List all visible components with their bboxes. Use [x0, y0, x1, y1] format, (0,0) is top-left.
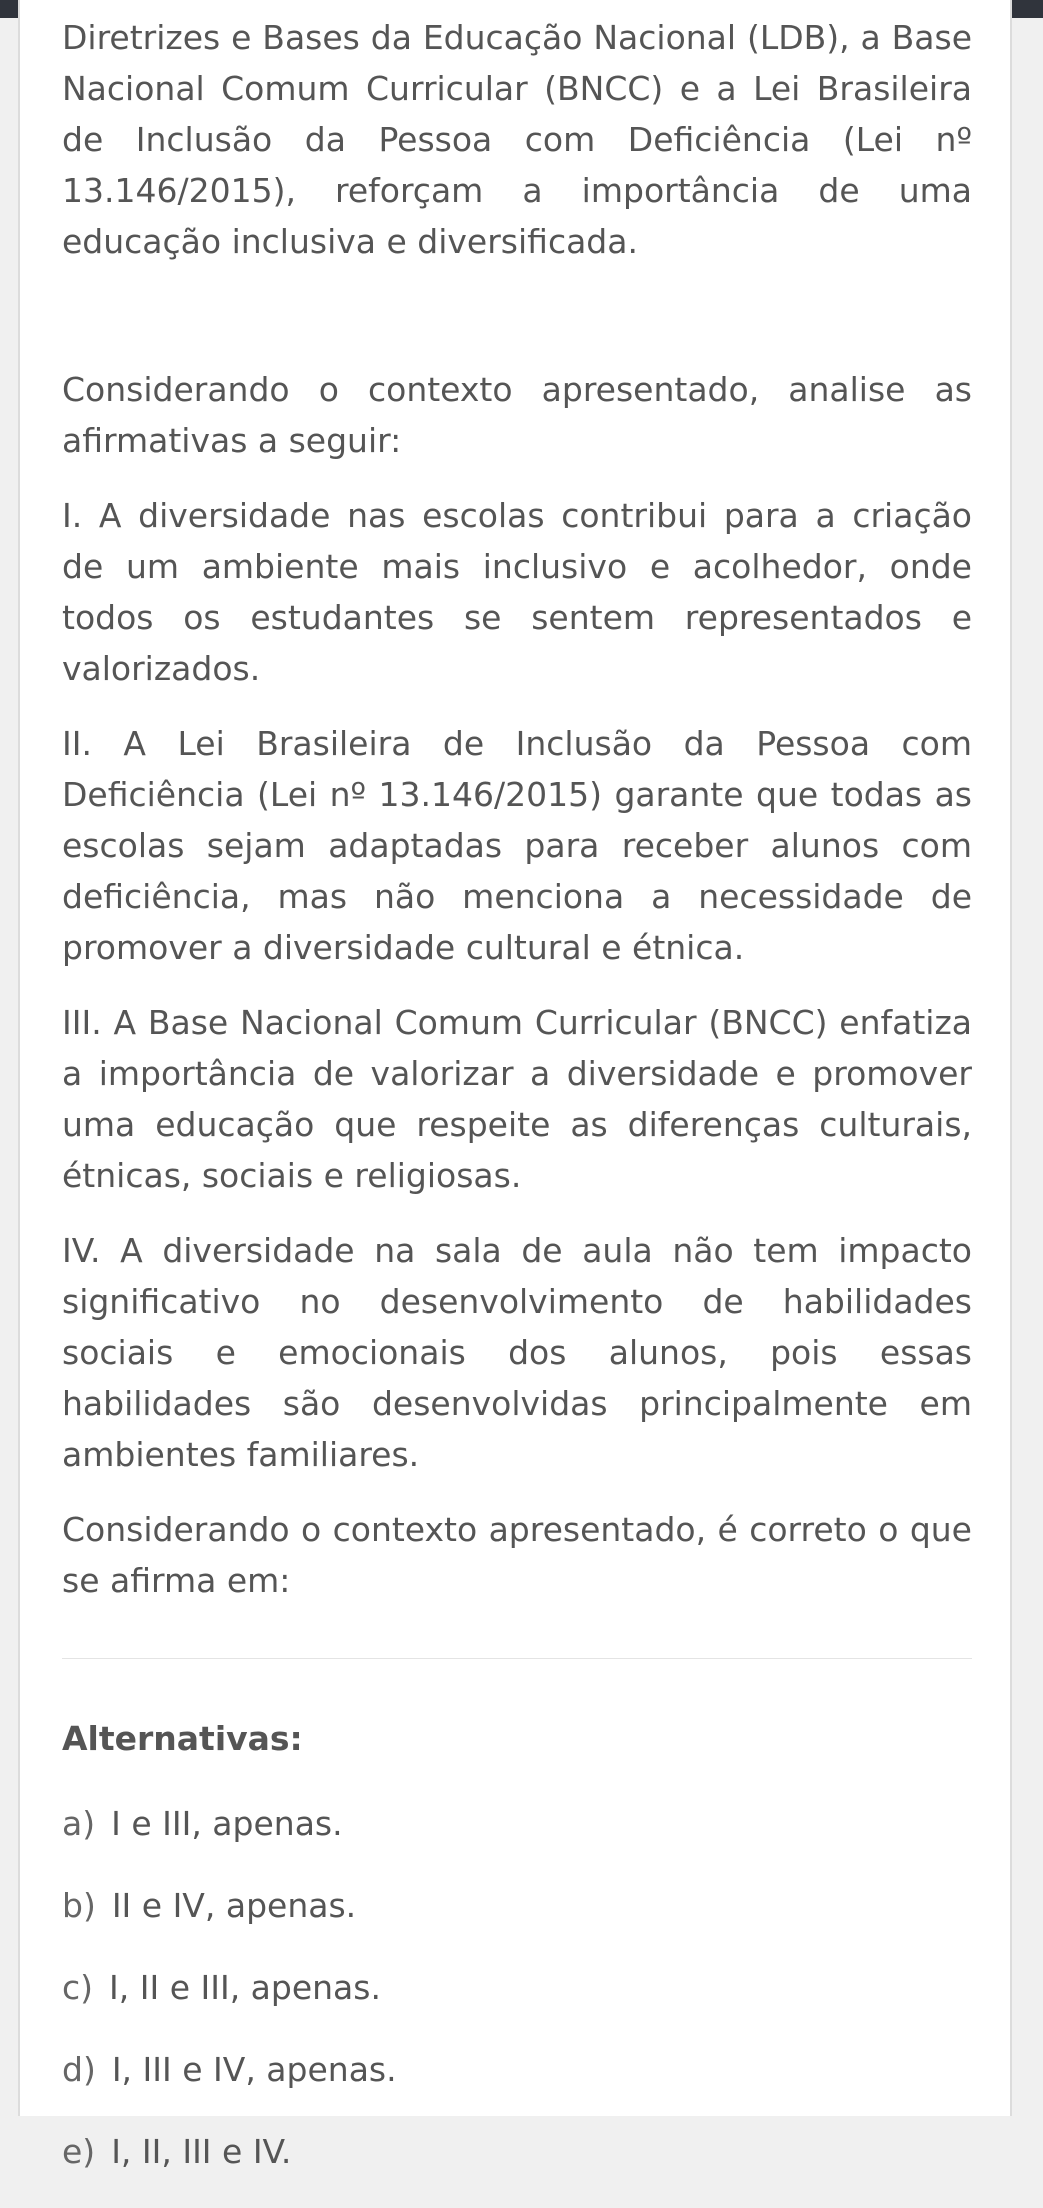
statement-4: IV. A diversidade na sala de aula não tem impacto significativo no desenvolvimento de habilidades sociais e emocionais dos alunos, pois essas habilidades são desenvolvidas principalmente em ambientes familiares.	[62, 1231, 972, 1474]
alternative-letter: a)	[62, 1804, 96, 1843]
alternative-text: I, II e III, apenas.	[109, 1968, 381, 2007]
alternative-d[interactable]	[62, 2044, 972, 2095]
statement-1: I. A diversidade nas escolas contribui para a criação de um ambiente mais inclusivo e acolhedor, onde todos os estudantes se sentem representados e valorizados.	[62, 496, 972, 688]
alternative-e[interactable]	[62, 2126, 972, 2177]
alternative-text: I e III, apenas.	[111, 1804, 343, 1843]
alternative-letter: b)	[62, 1886, 96, 1925]
question-text: Considerando o contexto apresentado, é correto o que se afirma em:	[62, 1510, 972, 1600]
divider	[62, 1658, 972, 1659]
alternative-b[interactable]	[62, 1880, 972, 1931]
question-content	[62, 12, 972, 2208]
alternative-text: I, II, III e IV.	[111, 2132, 292, 2171]
alternative-c[interactable]	[62, 1962, 972, 2013]
statement-3: III. A Base Nacional Comum Curricular (BNCC) enfatiza a importância de valorizar a diversidade e promover uma educação que respeite as diferenças culturais, étnicas, sociais e religiosas.	[62, 1003, 972, 1195]
alternative-text: I, III e IV, apenas.	[111, 2050, 397, 2089]
alternative-letter: d)	[62, 2050, 96, 2089]
alternative-a[interactable]	[62, 1798, 972, 1849]
alternatives-heading: Alternativas:	[62, 1719, 303, 1758]
alternative-letter: c)	[62, 1968, 94, 2007]
question-card	[18, 0, 1012, 2171]
intro-text: Diretrizes e Bases da Educação Nacional (LDB), a Base Nacional Comum Curricular (BNCC) e a Lei Brasileira de Inclusão da Pessoa com Deficiência (Lei nº 13.146/2015), reforçam a importância de uma educação inclusiva e diversificada.	[62, 18, 972, 261]
prompt-text: Considerando o contexto apresentado, analise as afirmativas a seguir:	[62, 370, 972, 460]
statement-2: II. A Lei Brasileira de Inclusão da Pessoa com Deficiência (Lei nº 13.146/2015) garante que todas as escolas sejam adaptadas para receber alunos com deficiência, mas não menciona a necessidade de promover a diversidade cultural e étnica.	[62, 724, 972, 967]
alternatives-list	[62, 1798, 972, 2177]
alternative-text: II e IV, apenas.	[111, 1886, 357, 1925]
alternative-letter: e)	[62, 2132, 96, 2171]
